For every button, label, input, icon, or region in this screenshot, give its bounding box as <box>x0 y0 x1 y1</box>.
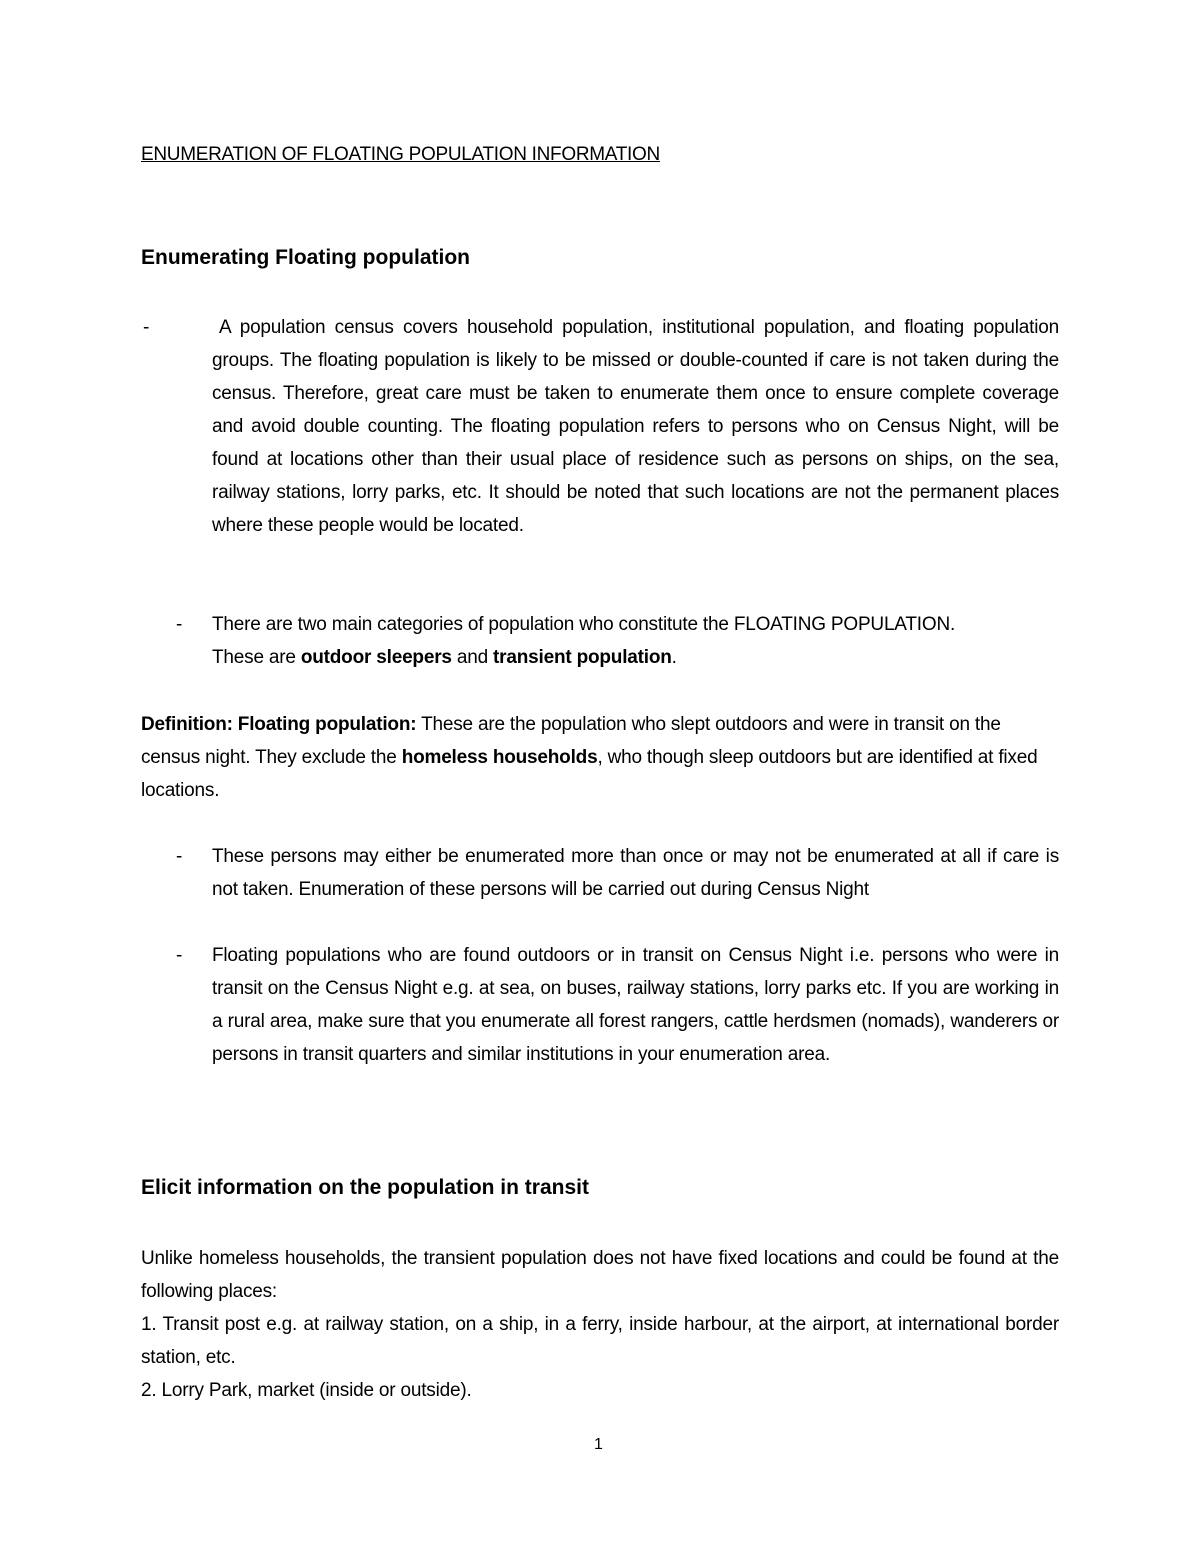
categories-line1: There are two main categories of population who constitute the FLOATING POPULATION. <box>212 614 956 635</box>
section-heading-elicit: Elicit information on the population in transit <box>141 1176 589 1199</box>
term-homeless-households: homeless households <box>401 747 598 768</box>
definition-label: Definition: Floating population: <box>141 714 417 735</box>
bullet-paragraph-floating-locations: Floating populations who are found outdoors or in transit on Census Night i.e. persons who were in transit on the Census Night e.g. at sea, on buses, railway stations, lorry parks etc. If you are working in a rural area, make sure that you enumerate all forest rangers, cattle herdsmen (nomads), wanderers or persons in transit quarters and similar institutions in your enumeration area. <box>212 945 1059 1065</box>
transit-intro-paragraph: Unlike homeless households, the transient population does not have fixed locations and could be found at the following places: <box>141 1248 1059 1302</box>
bullet-marker: - <box>176 614 183 635</box>
bullet-paragraph-categories: There are two main categories of population who constitute the FLOATING POPULATION. These are outdoor sleepers and transient population. <box>212 614 956 668</box>
bullet-marker: - <box>176 945 183 966</box>
list-item-transit-post: 1. Transit post e.g. at railway station, on a ship, in a ferry, inside harbour, at the airport, at international border station, etc. <box>141 1314 1059 1368</box>
bullet-marker: - <box>143 317 150 338</box>
page-number: 1 <box>594 1436 603 1453</box>
term-transient-population: transient population <box>493 647 672 668</box>
definition-paragraph: Definition: Floating population: These are the population who slept outdoors and were in transit on the census night. They exclude the homeless households, who though sleep outdoors but are identified at fixed locations. <box>141 714 1038 801</box>
bullet-paragraph-census: A population census covers household population, institutional population, and floating population groups. The floating population is likely to be missed or double-counted if care is not taken during the census. Therefore, great care must be taken to enumerate them once to ensure complete coverage and avoid double counting. The floating population refers to persons who on Census Night, will be found at locations other than their usual place of residence such as persons on ships, on the sea, railway stations, lorry parks, etc. It should be noted that such locations are not the permanent places where these people would be located. <box>212 317 1059 536</box>
section-heading-enumerating: Enumerating Floating population <box>141 246 470 269</box>
document-title: ENUMERATION OF FLOATING POPULATION INFORMATION <box>141 144 660 165</box>
bullet-paragraph-enumeration-risk: These persons may either be enumerated more than once or may not be enumerated at all if care is not taken. Enumeration of these persons will be carried out during Census Night <box>212 846 1059 900</box>
list-item-lorry-park: 2. Lorry Park, market (inside or outside). <box>141 1380 472 1401</box>
bullet-marker: - <box>176 846 183 867</box>
term-outdoor-sleepers: outdoor sleepers <box>300 647 452 668</box>
